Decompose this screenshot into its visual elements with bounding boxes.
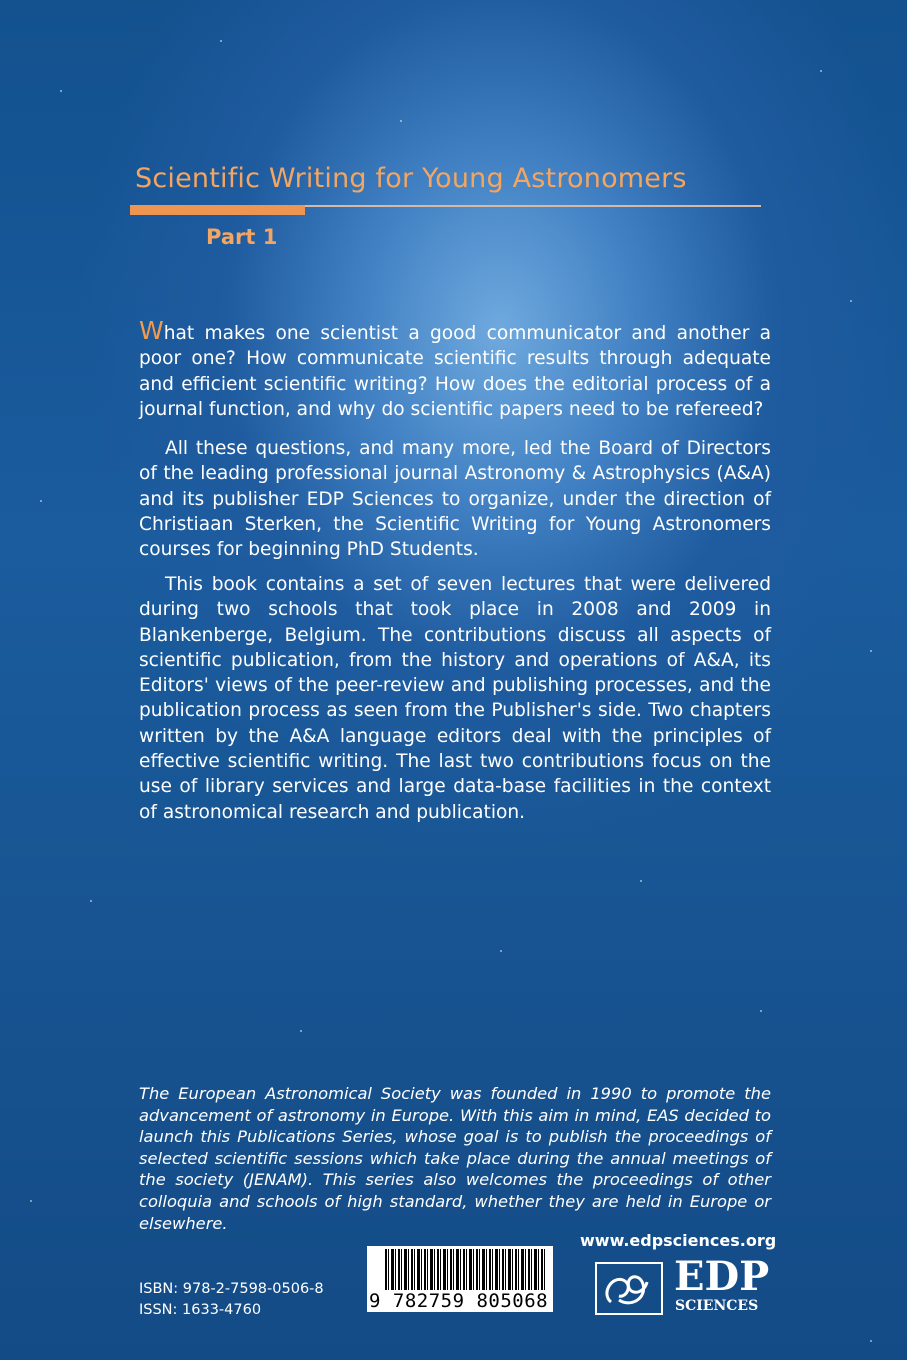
book-subtitle: Part 1 (206, 225, 278, 249)
paragraph-3: This book contains a set of seven lectures that were delivered during two schools that took place in 2008 and 2009 in Blankenberge, Belgium. The contributions discuss all aspects of scientific publication, from the history and operations of A&A, its Editors' views of the peer-review and publishing processes, and the publication process as seen from the Publisher's side. Two chapters written by the A&A language editors deal with the principles of effective scientific writing. The last two contributions focus on the use of library services and large data-base facilities in the context of astronomical research and publication. (139, 574, 771, 823)
isbn: ISBN: 978-2-7598-0506-8 (139, 1281, 324, 1297)
paragraph-2: All these questions, and many more, led the Board of Directors of the leading professional journal Astronomy & Astrophysics (A&A) and its publisher EDP Sciences to organize, under the direction of Christiaan Sterken, the Scientific Writing for Young Astronomers courses for beginning PhD Students. (139, 438, 771, 561)
publisher-url: www.edpsciences.org (580, 1231, 777, 1250)
paragraph-1-text: hat makes one scientist a good communicator and another a poor one? How communicate scientific results through adequate and efficient scientific writing? How does the editorial process of a journal function, and why do scientific papers need to be refereed? (139, 323, 771, 420)
paragraph-1 (139, 318, 771, 422)
barcode (367, 1246, 553, 1312)
eas-blurb: The European Astronomical Society was founded in 1990 to promote the advancement of astronomy in Europe. With this aim in mind, EAS decided to launch this Publications Series, whose goal is to publish the proceedings of selected scientific sessions which take place during the annual meetings of the society (JENAM). This series also welcomes the proceedings of other colloquia and schools of high standard, whether they are held in Europe or elsewhere. (139, 1084, 771, 1233)
edp-logo-icon (595, 1262, 663, 1315)
barcode-number: 9 782759 805068 (369, 1290, 549, 1312)
issn: ISSN: 1633-4760 (139, 1302, 262, 1318)
publisher-sub: SCIENCES (675, 1298, 759, 1314)
publisher-name: EDP (674, 1253, 770, 1300)
book-title: Scientific Writing for Young Astronomers (135, 163, 687, 194)
barcode-bars (385, 1249, 545, 1293)
title-accent-bar (130, 205, 305, 215)
drop-initial: W (139, 316, 164, 345)
